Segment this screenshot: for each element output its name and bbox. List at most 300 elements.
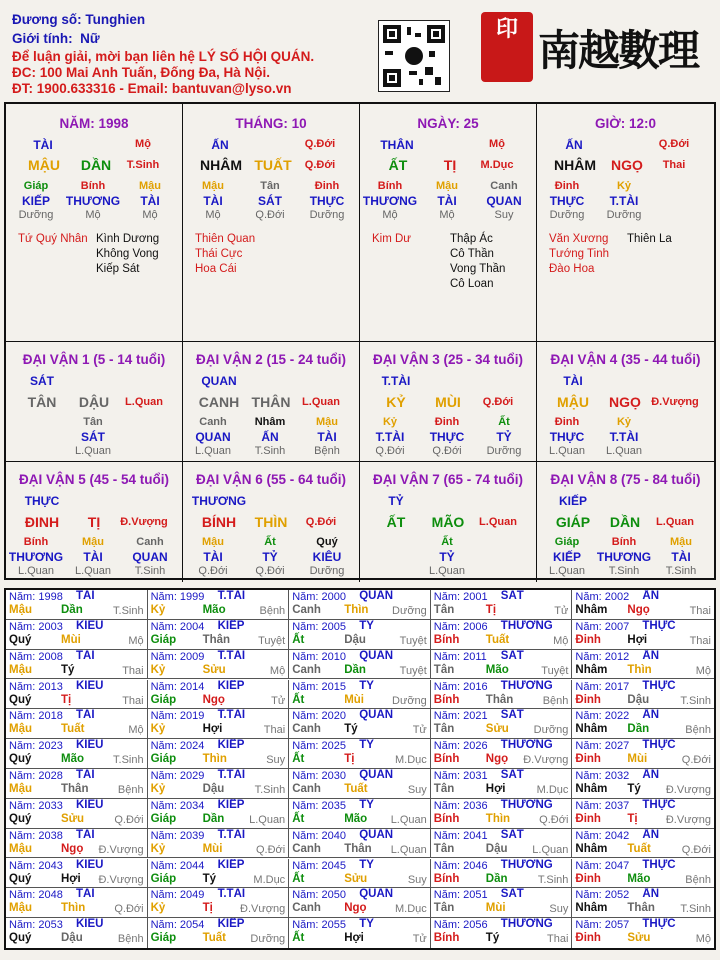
year-cell[interactable] bbox=[431, 888, 573, 918]
year-stem: Đinh bbox=[575, 753, 601, 766]
year-label: Năm: 1998 bbox=[9, 591, 63, 603]
year-stem: Quý bbox=[9, 753, 32, 766]
year-ten-god: QUAN bbox=[359, 828, 394, 841]
year-cell[interactable] bbox=[6, 829, 148, 859]
heavenly-stem: MẬU bbox=[28, 157, 60, 173]
year-branch: Mão bbox=[627, 872, 651, 885]
year-stage: Tử bbox=[412, 724, 427, 737]
year-branch: Tị bbox=[344, 753, 355, 766]
year-stage: L.Quan bbox=[390, 843, 427, 856]
year-branch: Thìn bbox=[627, 663, 652, 676]
year-cell[interactable] bbox=[6, 709, 148, 739]
year-ten-god: KIẾP bbox=[217, 858, 245, 871]
year-stem: Quý bbox=[9, 633, 32, 646]
year-cell[interactable] bbox=[6, 859, 148, 889]
year-stage: Mộ bbox=[553, 634, 569, 647]
dai-van-cell[interactable] bbox=[360, 342, 537, 462]
year-branch: Dậu bbox=[627, 693, 650, 706]
dai-van-hidden-stage: T.Sinh bbox=[134, 565, 166, 577]
year-stem: Kỷ bbox=[150, 723, 166, 736]
gender-label: Giới tính: bbox=[12, 31, 73, 46]
year-ten-god: TÀI bbox=[76, 649, 95, 662]
year-cell[interactable] bbox=[431, 590, 573, 620]
dai-van-hidden-stage: Dưỡng bbox=[486, 445, 522, 457]
star-auspicious: Thiên Quan bbox=[195, 233, 256, 245]
year-branch: Hợi bbox=[344, 932, 364, 945]
year-cell[interactable] bbox=[431, 709, 573, 739]
year-cell[interactable] bbox=[572, 829, 714, 859]
seal-stamp bbox=[481, 12, 533, 82]
year-cell[interactable] bbox=[148, 620, 290, 650]
chart-header bbox=[0, 0, 720, 100]
year-stage: M.Dục bbox=[253, 873, 286, 886]
year-cell[interactable] bbox=[572, 888, 714, 918]
year-stage: T.Sinh bbox=[537, 873, 569, 886]
year-ten-god: QUAN bbox=[359, 709, 394, 722]
year-stem: Canh bbox=[292, 604, 321, 616]
year-label: Năm: 2033 bbox=[9, 799, 63, 812]
year-cell[interactable] bbox=[6, 590, 148, 620]
year-cell[interactable] bbox=[431, 829, 573, 859]
hidden-stage: Mộ bbox=[439, 209, 455, 221]
year-branch: Tuất bbox=[627, 842, 651, 855]
dai-van-hidden-stem: Đinh bbox=[554, 416, 580, 428]
year-ten-god: SÁT bbox=[500, 649, 524, 662]
year-label: Năm: 2051 bbox=[433, 889, 488, 902]
year-cell[interactable] bbox=[6, 769, 148, 799]
year-ten-god: THƯƠNG bbox=[500, 619, 553, 632]
dai-van-stage: L.Quan bbox=[302, 396, 340, 408]
year-label: Năm: 2008 bbox=[9, 650, 63, 663]
dai-van-title: ĐẠI VẬN 6 (55 - 64 tuổi) bbox=[195, 472, 347, 487]
year-label: Năm: 2054 bbox=[150, 919, 205, 932]
dai-van-hidden-god: THƯƠNG bbox=[8, 550, 64, 564]
year-label: Năm: 2057 bbox=[575, 919, 630, 932]
year-stem: Mậu bbox=[9, 663, 32, 676]
dai-van-hidden-stem: Kỷ bbox=[616, 416, 632, 428]
heavenly-stem: NHÂM bbox=[200, 157, 242, 173]
year-stage: Bệnh bbox=[542, 694, 569, 707]
year-stem: Bính bbox=[433, 693, 460, 706]
year-stage: Tuyệt bbox=[258, 634, 286, 647]
year-cell[interactable] bbox=[289, 650, 431, 680]
year-ten-god: KIÊU bbox=[76, 679, 104, 692]
hidden-stem: Giáp bbox=[23, 180, 49, 192]
heavenly-stem: NHÂM bbox=[554, 157, 596, 173]
dai-van-hidden-stage: Q.Đới bbox=[432, 445, 462, 457]
year-cell[interactable] bbox=[148, 680, 290, 710]
year-cell[interactable] bbox=[289, 709, 431, 739]
year-cell[interactable] bbox=[289, 739, 431, 769]
year-cell[interactable] bbox=[148, 739, 290, 769]
year-cell[interactable] bbox=[148, 888, 290, 918]
dai-van-hidden-god: QUAN bbox=[195, 430, 231, 444]
dai-van-hidden-stem: Đinh bbox=[434, 416, 460, 428]
year-stage: Suy bbox=[407, 784, 427, 796]
year-label: Năm: 2052 bbox=[575, 889, 630, 902]
year-cell[interactable] bbox=[431, 739, 573, 769]
year-cell[interactable] bbox=[289, 769, 431, 799]
year-branch: Hợi bbox=[627, 633, 648, 646]
hidden-ten-god: TÀI bbox=[140, 194, 160, 208]
year-cell[interactable] bbox=[431, 620, 573, 650]
year-ten-god: KIÊU bbox=[76, 619, 104, 632]
dai-van-title: ĐẠI VẬN 8 (75 - 84 tuổi) bbox=[550, 472, 701, 487]
year-cell[interactable] bbox=[289, 888, 431, 918]
year-cell[interactable] bbox=[289, 859, 431, 889]
dai-van-hidden-god: TÀI bbox=[203, 550, 223, 564]
year-label: Năm: 2001 bbox=[433, 591, 488, 603]
year-stem: Kỷ bbox=[150, 902, 166, 915]
year-label: Năm: 2039 bbox=[150, 829, 205, 842]
hidden-stage: Dưỡng bbox=[309, 209, 345, 221]
year-stage: L.Quan bbox=[249, 813, 286, 826]
dai-van-stem: BÍNH bbox=[201, 514, 237, 530]
year-label: Năm: 2010 bbox=[292, 650, 346, 663]
year-stem: Quý bbox=[9, 693, 32, 706]
year-label: Năm: 2041 bbox=[433, 829, 488, 842]
year-cell[interactable] bbox=[6, 888, 148, 918]
year-label: Năm: 2044 bbox=[150, 859, 205, 872]
year-branch: Dậu bbox=[344, 633, 366, 646]
dai-van-hidden-stage: L.Quan bbox=[74, 565, 112, 577]
year-ten-god: TỶ bbox=[359, 858, 374, 871]
year-ten-god: KIÊU bbox=[76, 798, 104, 811]
year-cell[interactable] bbox=[431, 650, 573, 680]
year-stem: Canh bbox=[292, 783, 321, 795]
year-ten-god: KIẾP bbox=[217, 619, 245, 632]
year-cell[interactable] bbox=[148, 590, 290, 620]
dai-van-cell[interactable] bbox=[183, 462, 360, 582]
dai-van-cell[interactable] bbox=[360, 462, 537, 582]
dai-van-stage: Q.Đới bbox=[482, 396, 514, 408]
year-ten-god: T.TÀI bbox=[217, 828, 246, 841]
dai-van-ten-god: THỰC bbox=[24, 494, 60, 508]
dai-van-hidden-stem: Ất bbox=[498, 416, 510, 428]
year-cell[interactable] bbox=[289, 590, 431, 620]
year-ten-god: KIẾP bbox=[217, 918, 245, 931]
year-label: Năm: 2032 bbox=[575, 770, 630, 782]
pillar-title: NGÀY: 25 bbox=[417, 116, 479, 131]
year-branch: Mùi bbox=[627, 753, 648, 766]
year-cell[interactable] bbox=[431, 859, 573, 889]
year-cell[interactable] bbox=[572, 590, 714, 620]
year-cell[interactable] bbox=[572, 650, 714, 680]
year-cell[interactable] bbox=[572, 739, 714, 769]
year-label: Năm: 2021 bbox=[433, 710, 488, 723]
hidden-stage: Dưỡng bbox=[18, 209, 54, 221]
year-cell[interactable] bbox=[572, 680, 714, 710]
dai-van-hidden-god: QUAN bbox=[132, 550, 168, 564]
dai-van-hidden-stage: L.Quan bbox=[17, 565, 55, 577]
growth-stage: T.Sinh bbox=[126, 159, 160, 171]
year-label: Năm: 2020 bbox=[292, 710, 346, 723]
year-ten-god: TÀI bbox=[76, 709, 95, 722]
year-cell[interactable] bbox=[289, 918, 431, 948]
year-ten-god: SÁT bbox=[500, 828, 524, 841]
year-branch: Tý bbox=[485, 932, 500, 945]
year-stem: Tân bbox=[433, 604, 455, 616]
year-label: Năm: 2018 bbox=[9, 710, 63, 723]
year-ten-god: ẤN bbox=[642, 709, 660, 722]
year-branch: Mùi bbox=[202, 842, 223, 855]
year-cell[interactable] bbox=[148, 650, 290, 680]
year-ten-god: ẤN bbox=[642, 888, 660, 901]
year-cell[interactable] bbox=[6, 650, 148, 680]
hidden-ten-god: T.TÀI bbox=[609, 194, 639, 208]
star-stage: Q.Đới bbox=[304, 138, 336, 150]
year-cell[interactable] bbox=[572, 769, 714, 799]
year-label: Năm: 2049 bbox=[150, 889, 205, 902]
dai-van-branch: THÂN bbox=[251, 394, 291, 410]
year-ten-god: TỶ bbox=[359, 619, 374, 632]
year-stage: Bệnh bbox=[259, 605, 286, 617]
year-cell[interactable] bbox=[6, 799, 148, 829]
year-cell[interactable] bbox=[289, 620, 431, 650]
year-ten-god: T.TÀI bbox=[217, 769, 246, 781]
hidden-stem: Mậu bbox=[436, 180, 458, 192]
pillar-title: THÁNG: 10 bbox=[235, 116, 307, 131]
year-cell[interactable] bbox=[148, 829, 290, 859]
year-branch: Tuất bbox=[61, 723, 85, 736]
dai-van-hidden-god: THƯƠNG bbox=[596, 550, 652, 564]
year-ten-god: SÁT bbox=[500, 769, 524, 781]
year-cell[interactable] bbox=[572, 709, 714, 739]
year-stage: Đ.Vượng bbox=[665, 813, 711, 826]
ten-god-top: THÂN bbox=[380, 138, 414, 152]
year-stage: Thai bbox=[263, 724, 286, 737]
year-branch: Mão bbox=[485, 663, 509, 676]
year-stem: Bính bbox=[433, 932, 460, 945]
year-label: Năm: 2022 bbox=[575, 710, 630, 723]
year-branch: Dậu bbox=[61, 932, 83, 945]
hidden-stage: Mộ bbox=[382, 209, 398, 221]
year-branch: Tị bbox=[485, 604, 497, 616]
year-stem: Kỷ bbox=[150, 604, 166, 616]
year-branch: Dần bbox=[344, 663, 366, 676]
year-label: Năm: 2047 bbox=[575, 859, 630, 872]
year-branch: Mùi bbox=[344, 693, 364, 706]
year-stage: Mộ bbox=[128, 634, 144, 647]
year-ten-god: ẤN bbox=[642, 590, 660, 602]
year-stem: Mậu bbox=[9, 604, 32, 616]
year-stage: Q.Đới bbox=[681, 754, 711, 767]
dai-van-hidden-stage: L.Quan bbox=[548, 565, 586, 577]
earthly-branch: TỊ bbox=[443, 157, 457, 173]
dai-van-ten-god: QUAN bbox=[201, 374, 237, 388]
year-cell[interactable] bbox=[289, 680, 431, 710]
hidden-stage: Suy bbox=[494, 209, 514, 221]
year-stem: Mậu bbox=[9, 902, 32, 915]
dai-van-cell[interactable] bbox=[537, 342, 714, 462]
year-cell[interactable] bbox=[572, 918, 714, 948]
annual-luck-table bbox=[4, 588, 716, 950]
ten-god-top: ẤN bbox=[565, 138, 583, 152]
year-stage: Đ.Vượng bbox=[98, 843, 144, 856]
hidden-ten-god: THƯƠNG bbox=[362, 194, 418, 208]
year-stage: Q.Đới bbox=[681, 843, 711, 856]
year-branch: Ngọ bbox=[485, 753, 509, 766]
year-label: Năm: 2024 bbox=[150, 740, 205, 753]
year-cell[interactable] bbox=[148, 799, 290, 829]
year-cell[interactable] bbox=[148, 769, 290, 799]
hidden-ten-god: TÀI bbox=[203, 194, 223, 208]
year-label: Năm: 2004 bbox=[150, 620, 205, 633]
year-label: Năm: 2012 bbox=[575, 650, 630, 663]
year-ten-god: THỰC bbox=[642, 858, 676, 871]
year-stem: Nhâm bbox=[575, 783, 608, 795]
year-ten-god: T.TÀI bbox=[217, 709, 246, 722]
year-cell[interactable] bbox=[572, 859, 714, 889]
year-stem: Nhâm bbox=[575, 902, 608, 915]
year-stem: Giáp bbox=[150, 753, 177, 766]
year-ten-god: ẤN bbox=[642, 769, 660, 781]
year-cell[interactable] bbox=[431, 918, 573, 948]
dai-van-branch: MÙI bbox=[435, 394, 461, 410]
year-stem: Kỷ bbox=[150, 842, 166, 855]
year-ten-god: QUAN bbox=[359, 769, 394, 781]
year-branch: Thìn bbox=[61, 902, 86, 915]
year-branch: Thân bbox=[485, 693, 514, 706]
dai-van-cell[interactable] bbox=[6, 462, 183, 582]
dai-van-stem: ĐINH bbox=[24, 514, 60, 530]
year-stage: L.Quan bbox=[390, 813, 427, 826]
year-cell[interactable] bbox=[431, 769, 573, 799]
year-branch: Tý bbox=[202, 872, 217, 885]
growth-stage: Q.Đới bbox=[304, 159, 336, 171]
dai-van-cell[interactable] bbox=[6, 342, 183, 462]
year-label: Năm: 2029 bbox=[150, 770, 205, 782]
dai-van-stage: L.Quan bbox=[125, 396, 163, 408]
year-stage: T.Sinh bbox=[680, 694, 711, 707]
gender-line bbox=[12, 31, 100, 47]
year-branch: Hợi bbox=[202, 723, 223, 736]
year-stem: Ất bbox=[292, 872, 305, 885]
year-branch: Tị bbox=[627, 812, 638, 825]
dai-van-hidden-stage: T.Sinh bbox=[254, 445, 286, 457]
year-branch: Sửu bbox=[627, 932, 651, 945]
year-label: Năm: 2015 bbox=[292, 680, 346, 693]
year-cell[interactable] bbox=[6, 680, 148, 710]
hidden-stage: Q.Đới bbox=[255, 209, 285, 221]
hidden-stage: Mộ bbox=[142, 209, 158, 221]
year-ten-god: KIẾP bbox=[217, 798, 245, 811]
year-branch: Dần bbox=[202, 812, 225, 825]
dai-van-hidden-god: T.TÀI bbox=[609, 430, 639, 444]
contact-line: Để luận giải, mời bạn liên hệ LÝ SỐ HỘI QUÁN. bbox=[12, 49, 315, 64]
year-stem: Bính bbox=[433, 812, 460, 825]
earthly-branch: TUẤT bbox=[254, 157, 292, 173]
dai-van-stage: Đ.Vượng bbox=[120, 516, 168, 528]
star-auspicious: Văn Xương bbox=[549, 233, 609, 245]
year-branch: Ngọ bbox=[627, 604, 650, 616]
year-stage: T.Sinh bbox=[113, 605, 144, 617]
year-branch: Tuất bbox=[202, 932, 227, 945]
year-stage: Thai bbox=[122, 664, 144, 677]
year-label: Năm: 2005 bbox=[292, 620, 346, 633]
year-ten-god: T.TÀI bbox=[217, 590, 246, 602]
year-branch: Sửu bbox=[202, 663, 226, 676]
year-cell[interactable] bbox=[148, 918, 290, 948]
year-cell[interactable] bbox=[431, 799, 573, 829]
year-branch: Ngọ bbox=[202, 693, 225, 706]
year-ten-god: KIÊU bbox=[76, 739, 104, 752]
year-cell[interactable] bbox=[572, 620, 714, 650]
year-cell[interactable] bbox=[289, 829, 431, 859]
dai-van-stem: MẬU bbox=[557, 394, 589, 410]
hidden-ten-god: TÀI bbox=[437, 194, 457, 208]
dai-van-hidden-god: TỶ bbox=[439, 550, 455, 564]
year-stage: Mộ bbox=[695, 664, 711, 677]
year-ten-god: THỰC bbox=[642, 739, 676, 752]
year-label: Năm: 2013 bbox=[9, 680, 63, 693]
year-stage: Q.Đới bbox=[539, 813, 569, 826]
year-label: Năm: 2045 bbox=[292, 859, 346, 872]
qr-code-icon[interactable] bbox=[378, 20, 450, 92]
year-cell[interactable] bbox=[289, 799, 431, 829]
year-branch: Tuất bbox=[485, 633, 510, 646]
dai-van-hidden-stem: Canh bbox=[136, 536, 164, 548]
dai-van-stem: GIÁP bbox=[555, 514, 591, 530]
year-cell[interactable] bbox=[6, 739, 148, 769]
year-ten-god: THƯƠNG bbox=[500, 679, 553, 692]
year-label: Năm: 2026 bbox=[433, 740, 488, 753]
year-ten-god: TỶ bbox=[359, 798, 374, 811]
year-ten-god: QUAN bbox=[359, 649, 394, 662]
year-ten-god: ẤN bbox=[642, 828, 660, 841]
dai-van-hidden-stage: Bệnh bbox=[314, 445, 340, 457]
year-label: Năm: 2019 bbox=[150, 710, 205, 723]
year-stem: Đinh bbox=[575, 693, 601, 706]
year-cell[interactable] bbox=[572, 799, 714, 829]
star-auspicious: Hoa Cái bbox=[195, 263, 237, 275]
dai-van-cell[interactable] bbox=[537, 462, 714, 582]
dai-van-stage: L.Quan bbox=[656, 516, 694, 528]
star-auspicious: Tướng Tinh bbox=[549, 248, 609, 260]
year-stem: Ất bbox=[292, 633, 305, 646]
year-stage: Dưỡng bbox=[533, 724, 569, 737]
year-cell[interactable] bbox=[6, 620, 148, 650]
year-cell[interactable] bbox=[148, 709, 290, 739]
hidden-stem: Kỷ bbox=[616, 180, 632, 192]
year-branch: Mão bbox=[202, 604, 226, 616]
year-cell[interactable] bbox=[148, 859, 290, 889]
dai-van-hidden-stage: Dưỡng bbox=[309, 565, 345, 577]
hidden-stage: Mộ bbox=[85, 209, 101, 221]
year-stem: Tân bbox=[433, 723, 455, 736]
dai-van-branch: MÃO bbox=[431, 514, 465, 530]
dai-van-ten-god: T.TÀI bbox=[381, 374, 411, 388]
year-ten-god: SÁT bbox=[500, 888, 524, 901]
hidden-ten-god: KIẾP bbox=[21, 194, 50, 208]
phone-email-line[interactable]: ĐT: 1900.633316 - Email: bantuvan@lyso.vn bbox=[12, 81, 292, 96]
year-ten-god: TỶ bbox=[359, 739, 374, 752]
dai-van-cell[interactable] bbox=[183, 342, 360, 462]
year-cell[interactable] bbox=[431, 680, 573, 710]
dai-van-branch: THÌN bbox=[254, 514, 288, 530]
hidden-stem: Bính bbox=[377, 180, 403, 192]
year-ten-god: THƯƠNG bbox=[500, 858, 553, 871]
dai-van-title: ĐẠI VẬN 2 (15 - 24 tuổi) bbox=[195, 352, 347, 367]
star-stage: Q.Đới bbox=[658, 138, 690, 150]
year-stage: Đ.Vượng bbox=[98, 873, 144, 886]
year-cell[interactable] bbox=[6, 918, 148, 948]
dai-van-title: ĐẠI VẬN 1 (5 - 14 tuổi) bbox=[22, 352, 166, 367]
year-stem: Canh bbox=[292, 723, 321, 736]
ten-god-top: TÀI bbox=[33, 138, 53, 152]
dai-van-hidden-stage: L.Quan bbox=[428, 565, 466, 577]
year-stage: Mộ bbox=[128, 724, 144, 737]
